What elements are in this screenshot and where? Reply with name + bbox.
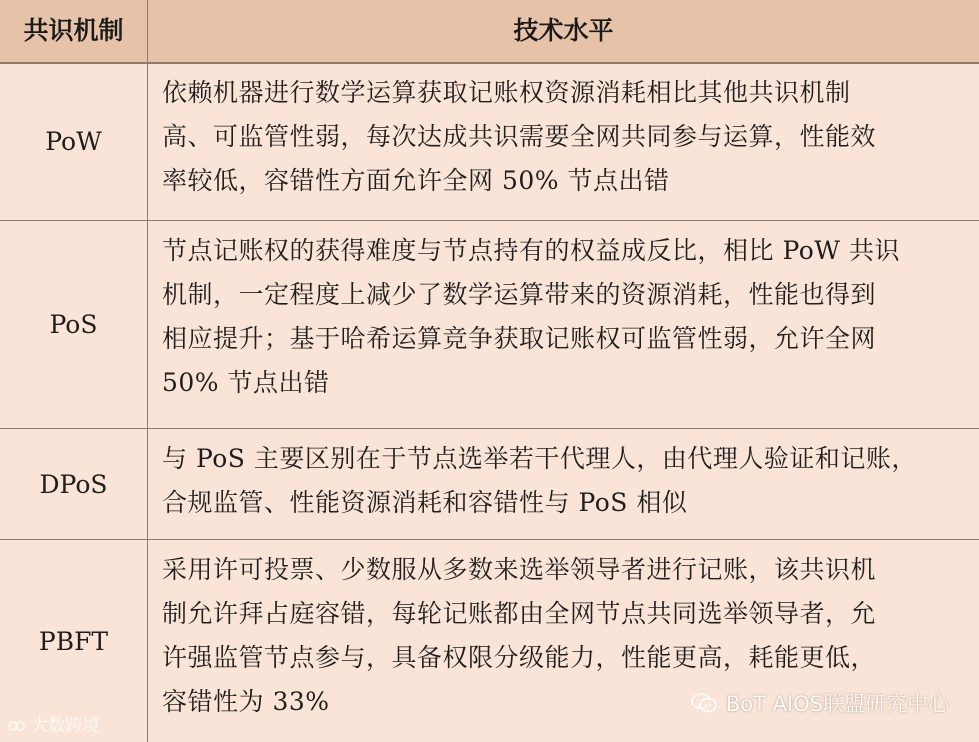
logo-icon — [8, 719, 26, 733]
description-line: 采用许可投票、少数服从多数来选举领导者进行记账，该共识机 — [162, 555, 877, 584]
description-line: 节点记账权的获得难度与节点持有的权益成反比，相比 PoW 共识 — [162, 236, 900, 265]
description-line: 相应提升；基于哈希运算竞争获取记账权可监管性弱，允许全网 — [162, 324, 877, 353]
header-technical-level: 技术水平 — [513, 16, 614, 45]
mechanism-name: DPoS — [39, 469, 108, 499]
wechat-icon — [690, 692, 718, 714]
description-line: 制允许拜占庭容错，每轮记账都由全网节点共同选举领导者，允 — [162, 599, 877, 628]
description-line: 合规监管、性能资源消耗和容错性与 PoS 相似 — [162, 488, 688, 517]
description-line: 50% 节点出错 — [162, 368, 330, 397]
description-line: 高、可监管性弱，每次达成共识需要全网共同参与运算，性能效 — [162, 122, 877, 151]
watermark-left-text: 大数跨境 — [31, 716, 100, 736]
description-line: 容错性为 33% — [162, 687, 330, 716]
column-divider — [147, 0, 148, 742]
watermark-right — [690, 688, 949, 718]
description-line: 机制，一定程度上减少了数学运算带来的资源消耗，性能也得到 — [162, 280, 877, 309]
watermark-left — [8, 711, 99, 736]
description-line: 许强监管节点参与，具备权限分级能力，性能更高，耗能更低， — [162, 643, 877, 672]
mechanism-description — [162, 437, 970, 525]
description-line: 与 PoS 主要区别在于节点选举若干代理人，由代理人验证和记账， — [162, 444, 917, 473]
mechanism-description — [162, 71, 970, 203]
watermark-right-text: BoT AIOS联盟研究中心 — [725, 692, 949, 716]
mechanism-name: PoW — [45, 127, 102, 156]
mechanism-name: PBFT — [38, 626, 109, 656]
description-line: 率较低，容错性方面允许全网 50% 节点出错 — [162, 166, 670, 195]
description-line: 依赖机器进行数学运算获取记账权资源消耗相比其他共识机制 — [162, 78, 851, 107]
mechanism-description — [162, 229, 970, 405]
mechanism-name: PoS — [49, 310, 98, 339]
header-consensus-mechanism: 共识机制 — [23, 16, 124, 45]
